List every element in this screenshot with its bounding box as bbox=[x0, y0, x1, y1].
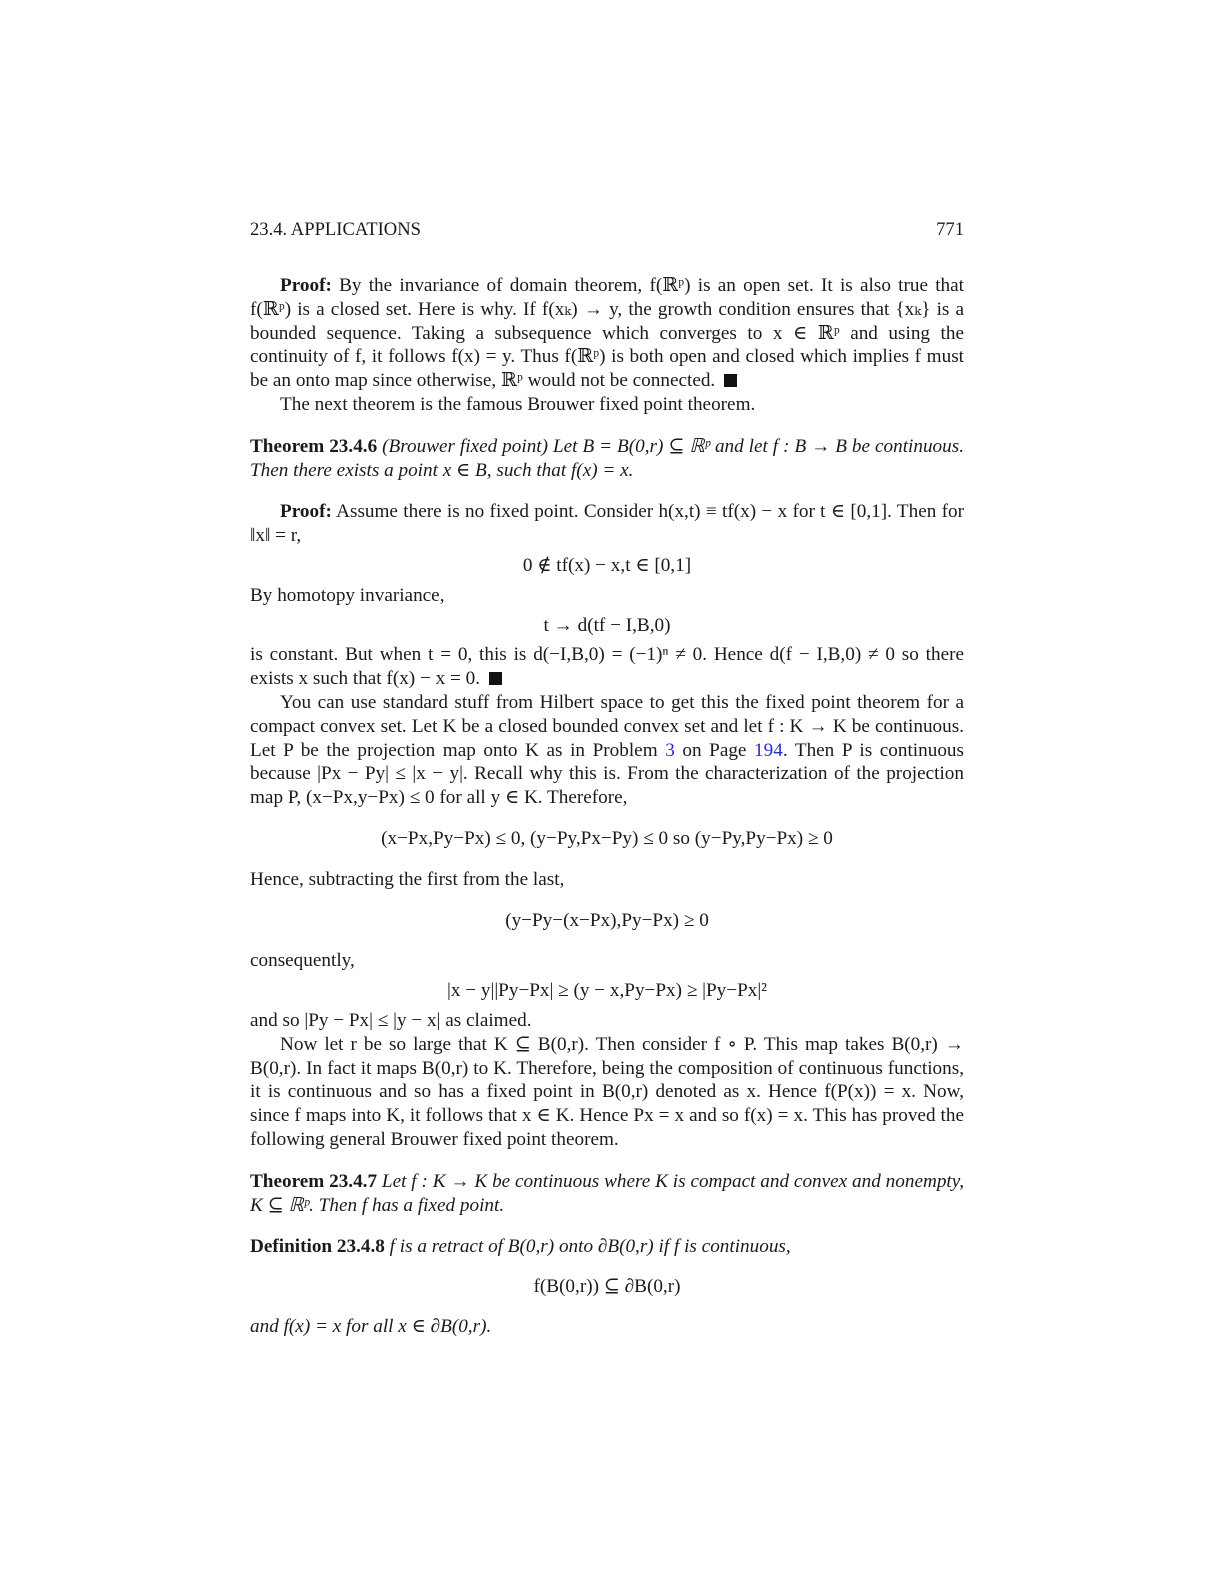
consequently-text: consequently, bbox=[250, 950, 355, 972]
now-let-paragraph: Now let r be so large that K ⊆ B(0,r). Then consider f ∘ P. This map takes B(0,r) → B(0,r). In fact it maps B(0,r) to K. Therefore, being the composition of continuous functions, it is continuous and so has a fixed point in B(0,r) denoted as x. Hence f(P(x)) = x. Now, since f maps into K, it follows that x ∈ K. Hence Px = x and so f(x) = x. This has proved the following general Brouwer fixed point theorem. bbox=[250, 1033, 964, 1150]
hilbert-text: . Then P is continuous because |Px − Py| ≤ |x − y|. Recall why this is. From the characterization of the projection map P, (x−Px,y−Px) ≤ 0 for all y ∈ K. Therefore, bbox=[250, 739, 964, 809]
theorem-23-4-7 bbox=[250, 1170, 964, 1218]
definition-end: and f(x) = x for all x ∈ ∂B(0,r). bbox=[250, 1315, 492, 1337]
section-title: 23.4. APPLICATIONS bbox=[250, 219, 421, 240]
running-header bbox=[250, 218, 964, 242]
definition-heading: Definition 23.4.8 bbox=[250, 1236, 385, 1258]
equation-2: t → d(tf − I,B,0) bbox=[543, 614, 671, 636]
proof-label: Proof: bbox=[280, 501, 332, 523]
subtracting-text: Hence, subtracting the first from the last, bbox=[250, 868, 565, 890]
constant-paragraph bbox=[250, 643, 964, 691]
page-content bbox=[250, 274, 964, 1339]
intro-sentence: The next theorem is the famous Brouwer fixed point theorem. bbox=[280, 393, 756, 415]
hilbert-text: You can use standard stuff from Hilbert space to get this the fixed point theorem for a compact convex set. Let K be a closed bounded convex set and let f : K → K be continuous. Let P be the projection map onto K as in Problem bbox=[250, 691, 964, 761]
claimed-text: and so |Py − Px| ≤ |y − x| as claimed. bbox=[250, 1009, 532, 1031]
problem-link[interactable]: 3 bbox=[665, 739, 675, 761]
definition-23-4-8 bbox=[250, 1235, 964, 1259]
definition-statement: f is a retract of B(0,r) onto ∂B(0,r) if f is continuous, bbox=[384, 1236, 791, 1258]
theorem-statement: (Brouwer fixed point) Let B = B(0,r) ⊆ ℝᵖ and let f : B → B be continuous. Then there exists a point x ∈ B, such that f(x) = x. bbox=[250, 435, 965, 481]
equation-4: (y−Py−(x−Px),Py−Px) ≥ 0 bbox=[505, 909, 709, 931]
hilbert-paragraph bbox=[250, 691, 964, 810]
theorem-23-4-6 bbox=[250, 435, 964, 483]
theorem-heading: Theorem 23.4.7 bbox=[250, 1170, 378, 1192]
proof-text: By the invariance of domain theorem, f(ℝᵖ) is an open set. It is also true that f(ℝᵖ) is a closed set. Here is why. If f(xₖ) → y, the growth condition ensures that {xₖ} is a bounded sequence. Taking a subsequence which converges to x ∈ ℝᵖ and using the continuity of f, it follows f(x) = y. Thus f(ℝᵖ) is both open and closed which implies f must be an onto map since otherwise, ℝᵖ would not be connected. bbox=[250, 275, 964, 392]
theorem-heading: Theorem 23.4.6 bbox=[250, 435, 378, 457]
proof-paragraph-2 bbox=[250, 500, 964, 548]
equation-5: |x − y||Py−Px| ≥ (y − x,Py−Px) ≥ |Py−Px|² bbox=[447, 980, 767, 1002]
proof-label: Proof: bbox=[280, 275, 332, 296]
proof-text: Assume there is no fixed point. Consider h(x,t) ≡ tf(x) − x for t ∈ [0,1]. Then for ‖x‖ = r, bbox=[250, 501, 964, 547]
page-link[interactable]: 194 bbox=[754, 739, 783, 761]
equation-3: (x−Px,Py−Px) ≤ 0, (y−Py,Px−Py) ≤ 0 so (y−Py,Py−Px) ≥ 0 bbox=[381, 827, 833, 849]
equation-1: 0 ∉ tf(x) − x,t ∈ [0,1] bbox=[522, 554, 692, 576]
hilbert-text: on Page bbox=[674, 739, 755, 761]
page-number: 771 bbox=[936, 219, 964, 240]
homotopy-text: By homotopy invariance, bbox=[250, 584, 445, 606]
proof-paragraph-1 bbox=[250, 274, 964, 393]
qed-icon bbox=[489, 672, 502, 685]
qed-icon bbox=[724, 374, 737, 387]
theorem-statement: Let f : K → K be continuous where K is compact and convex and nonempty, K ⊆ ℝᵖ. Then f has a fixed point. bbox=[250, 1170, 965, 1216]
constant-text: is constant. But when t = 0, this is d(−I,B,0) = (−1)ⁿ ≠ 0. Hence d(f − I,B,0) ≠ 0 so there exists x such that f(x) − x = 0. bbox=[250, 644, 964, 690]
equation-6: f(B(0,r)) ⊆ ∂B(0,r) bbox=[533, 1276, 681, 1298]
